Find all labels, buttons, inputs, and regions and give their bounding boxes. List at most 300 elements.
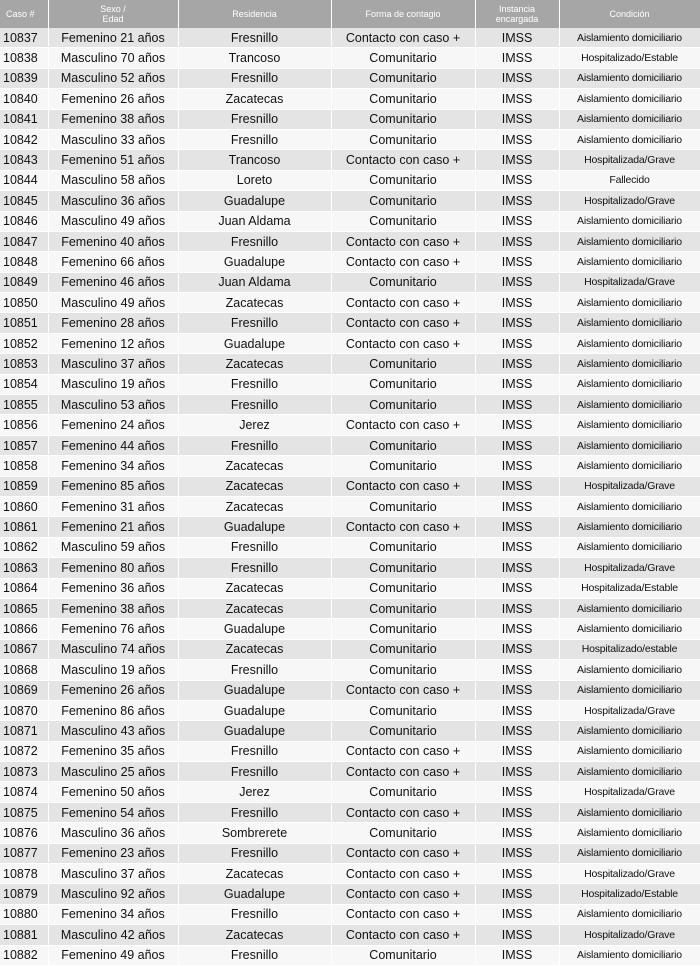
cell-instancia: IMSS [475,374,559,394]
table-row [0,945,700,965]
cell-forma-contagio: Comunitario [331,191,475,211]
cell-instancia: IMSS [475,925,559,945]
cell-forma-contagio: Comunitario [331,823,475,843]
cell-condicion: Aislamiento domiciliario [559,945,700,965]
table-row [0,150,700,170]
cell-sexo-edad: Masculino 49 años [48,211,178,231]
cell-sexo-edad: Femenino 50 años [48,782,178,802]
cell-forma-contagio: Comunitario [331,109,475,129]
cell-forma-contagio: Comunitario [331,129,475,149]
cell-sexo-edad: Femenino 28 años [48,313,178,333]
table-row [0,231,700,251]
table-row [0,517,700,537]
cell-sexo-edad: Masculino 92 años [48,884,178,904]
cell-forma-contagio: Comunitario [331,354,475,374]
cell-instancia: IMSS [475,762,559,782]
cell-condicion: Aislamiento domiciliario [559,598,700,618]
cell-forma-contagio: Comunitario [331,211,475,231]
cell-forma-contagio: Comunitario [331,721,475,741]
cell-condicion: Aislamiento domiciliario [559,680,700,700]
cell-residencia: Fresnillo [178,68,331,88]
cell-caso: 10850 [0,293,48,313]
cell-caso: 10845 [0,191,48,211]
cell-forma-contagio: Comunitario [331,89,475,109]
cell-residencia: Juan Aldama [178,272,331,292]
cell-residencia: Zacatecas [178,925,331,945]
cell-forma-contagio: Comunitario [331,782,475,802]
cell-sexo-edad: Femenino 34 años [48,904,178,924]
cell-condicion: Hospitalizado/Estable [559,48,700,68]
table-row [0,211,700,231]
cell-forma-contagio: Contacto con caso + [331,476,475,496]
cell-condicion: Aislamiento domiciliario [559,374,700,394]
cell-instancia: IMSS [475,945,559,965]
cell-instancia: IMSS [475,823,559,843]
cell-sexo-edad: Femenino 49 años [48,945,178,965]
cell-condicion: Hospitalizada/Grave [559,782,700,802]
cell-instancia: IMSS [475,28,559,48]
cell-instancia: IMSS [475,639,559,659]
cell-forma-contagio: Comunitario [331,537,475,557]
cell-caso: 10842 [0,129,48,149]
table-row [0,395,700,415]
header-instancia-label2: encargada [495,14,539,24]
cell-sexo-edad: Femenino 36 años [48,578,178,598]
cell-caso: 10867 [0,639,48,659]
cell-sexo-edad: Masculino 43 años [48,721,178,741]
cell-residencia: Juan Aldama [178,211,331,231]
cell-condicion: Aislamiento domiciliario [559,395,700,415]
header-residencia [178,0,331,28]
cell-instancia: IMSS [475,333,559,353]
cell-forma-contagio: Comunitario [331,619,475,639]
cell-condicion: Hospitalizada/Grave [559,558,700,578]
cell-caso: 10859 [0,476,48,496]
cell-condicion: Aislamiento domiciliario [559,252,700,272]
cell-caso: 10864 [0,578,48,598]
table-row [0,415,700,435]
cell-condicion: Aislamiento domiciliario [559,823,700,843]
cell-caso: 10840 [0,89,48,109]
cell-condicion: Hospitalizada/Grave [559,700,700,720]
cell-instancia: IMSS [475,741,559,761]
header-caso [0,0,48,28]
cell-instancia: IMSS [475,660,559,680]
cell-instancia: IMSS [475,231,559,251]
table-row [0,293,700,313]
cell-sexo-edad: Femenino 34 años [48,456,178,476]
cell-forma-contagio: Contacto con caso + [331,231,475,251]
cell-instancia: IMSS [475,680,559,700]
cell-condicion: Aislamiento domiciliario [559,89,700,109]
cell-instancia: IMSS [475,496,559,516]
cell-forma-contagio: Comunitario [331,374,475,394]
cell-caso: 10880 [0,904,48,924]
cell-forma-contagio: Contacto con caso + [331,517,475,537]
cell-condicion: Hospitalizado/Estable [559,884,700,904]
header-forma-label: Forma de contagio [365,9,441,19]
table-row [0,313,700,333]
cell-forma-contagio: Comunitario [331,395,475,415]
cell-caso: 10876 [0,823,48,843]
cell-caso: 10853 [0,354,48,374]
cell-residencia: Guadalupe [178,619,331,639]
cell-instancia: IMSS [475,476,559,496]
header-forma-contagio [331,0,475,28]
cell-instancia: IMSS [475,558,559,578]
cell-sexo-edad: Masculino 36 años [48,823,178,843]
cell-forma-contagio: Comunitario [331,700,475,720]
table-row [0,558,700,578]
cell-forma-contagio: Contacto con caso + [331,741,475,761]
cell-forma-contagio: Contacto con caso + [331,415,475,435]
cell-residencia: Fresnillo [178,28,331,48]
cell-residencia: Fresnillo [178,741,331,761]
cell-forma-contagio: Comunitario [331,456,475,476]
cell-caso: 10841 [0,109,48,129]
cell-forma-contagio: Comunitario [331,639,475,659]
cell-caso: 10882 [0,945,48,965]
cell-instancia: IMSS [475,109,559,129]
cell-residencia: Guadalupe [178,700,331,720]
cell-residencia: Zacatecas [178,293,331,313]
cell-sexo-edad: Masculino 52 años [48,68,178,88]
cell-residencia: Fresnillo [178,231,331,251]
cell-residencia: Guadalupe [178,680,331,700]
cell-residencia: Loreto [178,170,331,190]
cell-condicion: Aislamiento domiciliario [559,496,700,516]
cell-residencia: Fresnillo [178,129,331,149]
cell-instancia: IMSS [475,884,559,904]
header-sexo-edad [48,0,178,28]
cell-condicion: Aislamiento domiciliario [559,456,700,476]
cell-instancia: IMSS [475,293,559,313]
cell-condicion: Hospitalizado/estable [559,639,700,659]
cell-forma-contagio: Contacto con caso + [331,884,475,904]
table-row [0,721,700,741]
cell-instancia: IMSS [475,517,559,537]
cell-sexo-edad: Masculino 53 años [48,395,178,415]
cell-caso: 10881 [0,925,48,945]
cell-forma-contagio: Contacto con caso + [331,762,475,782]
cell-forma-contagio: Comunitario [331,68,475,88]
cell-sexo-edad: Masculino 25 años [48,762,178,782]
header-edad-label: Edad [102,14,124,24]
cell-caso: 10860 [0,496,48,516]
cell-instancia: IMSS [475,150,559,170]
table-row [0,843,700,863]
cell-condicion: Aislamiento domiciliario [559,293,700,313]
cell-condicion: Hospitalizada/Estable [559,578,700,598]
cell-caso: 10869 [0,680,48,700]
cell-caso: 10866 [0,619,48,639]
table-row [0,374,700,394]
cell-condicion: Aislamiento domiciliario [559,721,700,741]
cell-caso: 10871 [0,721,48,741]
header-instancia-label1: Instancia [498,4,536,14]
cell-forma-contagio: Contacto con caso + [331,313,475,333]
table-row [0,333,700,353]
cell-residencia: Fresnillo [178,109,331,129]
cell-instancia: IMSS [475,48,559,68]
cell-caso: 10854 [0,374,48,394]
cell-caso: 10857 [0,435,48,455]
table-row [0,578,700,598]
cell-forma-contagio: Contacto con caso + [331,293,475,313]
cell-residencia: Trancoso [178,48,331,68]
cell-caso: 10877 [0,843,48,863]
table-row [0,456,700,476]
cell-residencia: Jerez [178,782,331,802]
cell-caso: 10849 [0,272,48,292]
table-row [0,68,700,88]
cell-residencia: Fresnillo [178,537,331,557]
cell-instancia: IMSS [475,598,559,618]
cell-sexo-edad: Femenino 26 años [48,680,178,700]
cell-caso: 10878 [0,864,48,884]
cell-condicion: Aislamiento domiciliario [559,313,700,333]
cell-sexo-edad: Femenino 26 años [48,89,178,109]
cell-sexo-edad: Femenino 38 años [48,598,178,618]
cell-residencia: Guadalupe [178,517,331,537]
cell-forma-contagio: Contacto con caso + [331,28,475,48]
cell-caso: 10852 [0,333,48,353]
table-row [0,680,700,700]
cell-condicion: Fallecido [559,170,700,190]
cell-sexo-edad: Femenino 66 años [48,252,178,272]
cell-forma-contagio: Comunitario [331,598,475,618]
cell-condicion: Aislamiento domiciliario [559,211,700,231]
cell-instancia: IMSS [475,843,559,863]
cell-sexo-edad: Femenino 21 años [48,28,178,48]
cell-condicion: Aislamiento domiciliario [559,619,700,639]
cell-caso: 10861 [0,517,48,537]
cell-instancia: IMSS [475,700,559,720]
cell-condicion: Hospitalizada/Grave [559,150,700,170]
cell-sexo-edad: Femenino 51 años [48,150,178,170]
cell-instancia: IMSS [475,354,559,374]
cell-caso: 10843 [0,150,48,170]
cell-sexo-edad: Femenino 80 años [48,558,178,578]
table-row [0,435,700,455]
cell-forma-contagio: Comunitario [331,945,475,965]
cell-residencia: Guadalupe [178,721,331,741]
cell-residencia: Fresnillo [178,374,331,394]
cell-residencia: Zacatecas [178,598,331,618]
cell-sexo-edad: Femenino 35 años [48,741,178,761]
cell-residencia: Fresnillo [178,558,331,578]
cell-sexo-edad: Femenino 44 años [48,435,178,455]
cell-instancia: IMSS [475,68,559,88]
cell-condicion: Aislamiento domiciliario [559,435,700,455]
cell-residencia: Jerez [178,415,331,435]
table-row [0,598,700,618]
cell-forma-contagio: Comunitario [331,48,475,68]
table-row [0,28,700,48]
cell-instancia: IMSS [475,864,559,884]
table-row [0,48,700,68]
cell-residencia: Fresnillo [178,395,331,415]
table-row [0,762,700,782]
table-row [0,354,700,374]
cell-caso: 10839 [0,68,48,88]
cell-sexo-edad: Masculino 37 años [48,864,178,884]
cell-residencia: Fresnillo [178,660,331,680]
cell-sexo-edad: Masculino 49 años [48,293,178,313]
table-row [0,700,700,720]
cell-sexo-edad: Masculino 37 años [48,354,178,374]
cell-forma-contagio: Contacto con caso + [331,252,475,272]
cell-residencia: Fresnillo [178,945,331,965]
cell-condicion: Aislamiento domiciliario [559,517,700,537]
cell-forma-contagio: Comunitario [331,496,475,516]
header-sexo-label: Sexo / [100,4,126,14]
cell-caso: 10837 [0,28,48,48]
cell-condicion: Hospitalizado/Grave [559,864,700,884]
cell-instancia: IMSS [475,191,559,211]
table-row [0,639,700,659]
cell-residencia: Fresnillo [178,802,331,822]
cell-caso: 10862 [0,537,48,557]
cell-caso: 10875 [0,802,48,822]
cell-condicion: Aislamiento domiciliario [559,415,700,435]
cell-forma-contagio: Contacto con caso + [331,150,475,170]
cell-instancia: IMSS [475,904,559,924]
cell-sexo-edad: Femenino 24 años [48,415,178,435]
cell-residencia: Fresnillo [178,313,331,333]
cell-condicion: Aislamiento domiciliario [559,354,700,374]
cell-condicion: Aislamiento domiciliario [559,109,700,129]
cell-forma-contagio: Comunitario [331,578,475,598]
table-row [0,109,700,129]
table-row [0,782,700,802]
cell-residencia: Zacatecas [178,864,331,884]
cell-sexo-edad: Femenino 86 años [48,700,178,720]
cell-residencia: Trancoso [178,150,331,170]
cell-instancia: IMSS [475,782,559,802]
cell-caso: 10838 [0,48,48,68]
cell-condicion: Hospitalizado/Grave [559,191,700,211]
cell-forma-contagio: Contacto con caso + [331,904,475,924]
cell-condicion: Aislamiento domiciliario [559,660,700,680]
cell-caso: 10872 [0,741,48,761]
cell-caso: 10863 [0,558,48,578]
cell-sexo-edad: Femenino 23 años [48,843,178,863]
cell-caso: 10879 [0,884,48,904]
cell-residencia: Zacatecas [178,578,331,598]
cell-residencia: Guadalupe [178,191,331,211]
cell-condicion: Aislamiento domiciliario [559,802,700,822]
cell-residencia: Fresnillo [178,904,331,924]
cell-caso: 10847 [0,231,48,251]
cell-condicion: Aislamiento domiciliario [559,762,700,782]
cell-residencia: Guadalupe [178,884,331,904]
cell-sexo-edad: Masculino 70 años [48,48,178,68]
cell-instancia: IMSS [475,456,559,476]
cell-caso: 10855 [0,395,48,415]
header-instancia [475,0,559,28]
cell-residencia: Zacatecas [178,456,331,476]
cell-instancia: IMSS [475,313,559,333]
cell-sexo-edad: Masculino 59 años [48,537,178,557]
cell-condicion: Aislamiento domiciliario [559,68,700,88]
cell-instancia: IMSS [475,211,559,231]
cell-sexo-edad: Femenino 46 años [48,272,178,292]
cell-forma-contagio: Contacto con caso + [331,333,475,353]
table-row [0,191,700,211]
cell-sexo-edad: Masculino 58 años [48,170,178,190]
cell-condicion: Hospitalizada/Grave [559,476,700,496]
cell-residencia: Zacatecas [178,354,331,374]
table-header [0,0,700,28]
cell-caso: 10858 [0,456,48,476]
cell-condicion: Aislamiento domiciliario [559,129,700,149]
cell-sexo-edad: Femenino 40 años [48,231,178,251]
cell-forma-contagio: Contacto con caso + [331,802,475,822]
cell-forma-contagio: Contacto con caso + [331,925,475,945]
cell-sexo-edad: Femenino 54 años [48,802,178,822]
cell-caso: 10868 [0,660,48,680]
cell-sexo-edad: Masculino 36 años [48,191,178,211]
cell-condicion: Aislamiento domiciliario [559,231,700,251]
table-row [0,89,700,109]
cell-forma-contagio: Comunitario [331,272,475,292]
cell-instancia: IMSS [475,170,559,190]
cell-residencia: Fresnillo [178,843,331,863]
cell-residencia: Guadalupe [178,333,331,353]
cell-sexo-edad: Femenino 76 años [48,619,178,639]
cell-residencia: Zacatecas [178,639,331,659]
cell-instancia: IMSS [475,252,559,272]
table-row [0,272,700,292]
cell-forma-contagio: Contacto con caso + [331,864,475,884]
cell-forma-contagio: Comunitario [331,660,475,680]
cell-sexo-edad: Femenino 31 años [48,496,178,516]
cell-condicion: Aislamiento domiciliario [559,843,700,863]
cell-condicion: Hospitalizada/Grave [559,272,700,292]
cell-instancia: IMSS [475,578,559,598]
table-row [0,496,700,516]
cell-residencia: Guadalupe [178,252,331,272]
cell-condicion: Hospitalizado/Grave [559,925,700,945]
cell-caso: 10874 [0,782,48,802]
cell-caso: 10873 [0,762,48,782]
table-row [0,129,700,149]
cell-condicion: Aislamiento domiciliario [559,537,700,557]
cell-instancia: IMSS [475,619,559,639]
cell-residencia: Fresnillo [178,762,331,782]
cell-sexo-edad: Femenino 21 años [48,517,178,537]
cell-sexo-edad: Masculino 33 años [48,129,178,149]
cell-caso: 10844 [0,170,48,190]
table-row [0,904,700,924]
table-row [0,823,700,843]
cell-sexo-edad: Masculino 19 años [48,660,178,680]
cell-instancia: IMSS [475,435,559,455]
table-row [0,537,700,557]
cell-instancia: IMSS [475,272,559,292]
cell-residencia: Zacatecas [178,89,331,109]
table-row [0,864,700,884]
table-row [0,660,700,680]
cell-instancia: IMSS [475,415,559,435]
table-row [0,252,700,272]
header-caso-label: Caso # [6,9,35,19]
cell-sexo-edad: Femenino 12 años [48,333,178,353]
cell-caso: 10851 [0,313,48,333]
cell-sexo-edad: Femenino 38 años [48,109,178,129]
cell-condicion: Aislamiento domiciliario [559,904,700,924]
